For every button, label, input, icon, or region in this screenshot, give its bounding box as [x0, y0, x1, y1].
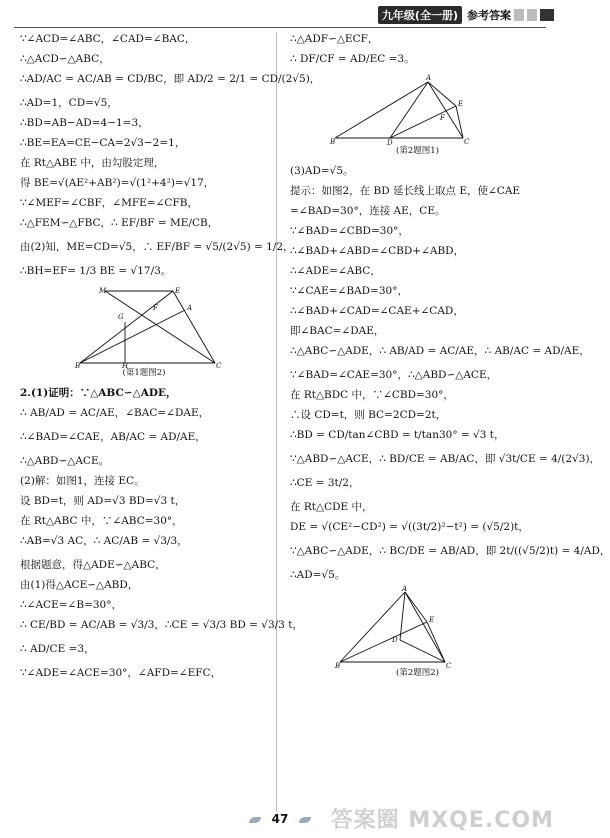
- watermark: 答案圈 MXQE.COM: [330, 808, 554, 833]
- header-decor-block: [514, 9, 524, 21]
- solution-line: ∴AD/AC = AC/AB = CD/BC，即 AD/2 = 2/1 = CD/(2√5)，: [20, 73, 321, 85]
- solution-line: ∴设 CD=t，则 BC=2CD=2t，: [290, 409, 447, 421]
- solution-line: ∵∠BAD=∠CBD=30°，: [290, 225, 409, 237]
- header-decor-block: [527, 9, 537, 21]
- solution-line: ∴AD=1，CD=√5，: [20, 97, 118, 109]
- page-number: 47: [271, 812, 289, 826]
- point-label: H: [122, 362, 129, 370]
- solution-line: 提示：如图2，在 BD 延长线上取点 E，使∠CAE: [290, 185, 521, 197]
- figure-3-diagram: [335, 585, 455, 670]
- page-header: [378, 6, 554, 24]
- solution-line: (3)AD=√5。: [290, 165, 354, 177]
- solution-line: ∵∠CAE=∠BAD=30°，: [290, 285, 408, 297]
- solution-line: ∵∠ADE=∠ACE=30°，∠AFD=∠EFC，: [20, 667, 222, 679]
- solution-line: 在 Rt△ABE 中，由勾股定理，: [20, 157, 165, 169]
- point-label: C: [464, 138, 470, 146]
- header-decor-block: [540, 9, 554, 21]
- right-column: [290, 32, 610, 686]
- solution-line: ∴BH=EF= 1/3 BE = √17/3。: [20, 265, 172, 277]
- figure-caption: (第2题图2): [396, 668, 439, 678]
- solution-line: ∴△ABD∽△ACE。: [20, 455, 110, 467]
- point-label: B: [335, 662, 341, 670]
- solution-line: 根据题意，得△ADE∽△ABC，: [20, 559, 166, 571]
- leaf-icon: [249, 817, 261, 823]
- point-label: B: [75, 362, 81, 370]
- solution-line: ∴∠ACE=∠B=30°，: [20, 599, 122, 611]
- solution-line: ∴∠BAD=∠CAE，AB/AC = AD/AE，: [20, 431, 206, 443]
- point-label: E: [429, 616, 435, 624]
- point-label: C: [216, 362, 222, 370]
- figure-caption: (第2题图1): [396, 146, 439, 156]
- column-divider: [276, 32, 277, 812]
- solution-line: =∠BAD=30°，连接 AE，CE。: [290, 205, 446, 217]
- solution-line: ∴AB=√3 AC，∴ AC/AB = √3/3，: [20, 535, 188, 547]
- solution-line: 在 Rt△CDE 中，: [290, 501, 373, 513]
- solution-line: ∴△ADF∽△ECF，: [290, 33, 379, 45]
- point-label: B: [330, 138, 336, 146]
- leaf-icon: [299, 817, 311, 823]
- solution-line: 2.(1)证明：∵△ABC∽△ADE，: [20, 387, 177, 399]
- solution-line: ∴ AB/AD = AC/AE，∠BAC=∠DAE，: [20, 407, 210, 419]
- solution-line: ∴△ABC∽△ADE，∴ AB/AD = AC/AE，∴ AB/AC = AD/AE，: [290, 345, 590, 357]
- solution-block-1: [20, 32, 321, 278]
- figure-2-diagram: [330, 76, 480, 146]
- section-label: 参考答案: [467, 9, 511, 22]
- solution-line: ∵△ABD∽△ACE，∴ BD/CE = AB/AC，即 √3t/CE = 4/(2√3)，: [290, 453, 601, 465]
- solution-line: ∴AD=√5。: [290, 569, 346, 581]
- solution-line: (2)解：如图1，连接 EC。: [20, 475, 145, 487]
- solution-block-2: [20, 386, 303, 680]
- point-label: M: [99, 287, 107, 295]
- point-label: D: [392, 636, 398, 644]
- solution-line: 在 Rt△BDC 中，∵∠CBD=30°，: [290, 389, 454, 401]
- solution-line: 由(1)得△ACE∽△ABD，: [20, 579, 139, 591]
- point-label: A: [426, 74, 432, 82]
- header-rule: [14, 27, 546, 28]
- solution-line: ∴BE=EA=CE−CA=2√3−2=1，: [20, 137, 186, 149]
- point-label: E: [175, 287, 181, 295]
- solution-line: ∵△ABC∽△ADE，∴ BC/DE = AB/AD，即 2t/((√5/2)t) = 4/AD，: [290, 545, 610, 557]
- solution-line: ∴ AD/CE =3，: [20, 643, 95, 655]
- solution-line: ∴ DF/CF = AD/EC =3。: [290, 53, 415, 65]
- figure-1-diagram: [75, 288, 225, 368]
- grade-label: 九年级(全一册): [378, 6, 462, 24]
- point-label: A: [402, 585, 408, 593]
- solution-line: 在 Rt△ABC 中，∵∠ABC=30°，: [20, 515, 183, 527]
- solution-line: ∴∠BAD+∠CAD=∠CAE+∠CAD，: [290, 305, 464, 317]
- solution-line: 设 BD=t，则 AD=√3 BD=√3 t，: [20, 495, 186, 507]
- solution-line: DE = √(CE²−CD²) = √((3t/2)²−t²) = (√5/2)t，: [290, 521, 529, 533]
- solution-line: 得 BE=√(AE²+AB²)=√(1²+4²)=√17，: [20, 177, 215, 189]
- point-label: E: [458, 100, 464, 108]
- solution-line: ∴∠ADE=∠ABC，: [290, 265, 381, 277]
- solution-line: ∵∠ACD=∠ABC，∠CAD=∠BAC，: [20, 33, 196, 45]
- point-label: F: [153, 304, 158, 312]
- solution-line: ∴BD = CD/tan∠CBD = t/tan30° = √3 t，: [290, 429, 505, 441]
- figure-caption: (第1题图2): [122, 368, 166, 378]
- solution-line: ∴ CE/BD = AC/AB = √3/3，∴CE = √3/3 BD = √3/3 t，: [20, 619, 303, 631]
- solution-line: ∵∠MEF=∠CBF，∠MFE=∠CFB，: [20, 197, 198, 209]
- solution-line: ∵∠BAD=∠CAE=30°，∴△ABD∽△ACE，: [290, 369, 498, 381]
- solution-line: ∴CE = 3t/2，: [290, 477, 360, 489]
- point-label: D: [387, 139, 393, 147]
- point-label: C: [446, 662, 452, 670]
- solution-line: 即∠BAC=∠DAE，: [290, 325, 385, 337]
- solution-line: ∴∠BAD+∠ABD=∠CBD+∠ABD，: [290, 245, 465, 257]
- point-label: A: [187, 304, 193, 312]
- solution-line: 由(2)知，ME=CD=√5，∴ EF/BF = √5/(2√5) = 1/2，: [20, 241, 294, 253]
- solution-line: ∴BD=AB−AD=4−1=3，: [20, 117, 149, 129]
- point-label: G: [118, 313, 124, 321]
- solution-line: ∴△FEM∽△FBC，∴ EF/BF = ME/CB，: [20, 217, 219, 229]
- solution-line: ∴△ACD∽△ABC，: [20, 53, 110, 65]
- point-label: F: [440, 114, 445, 122]
